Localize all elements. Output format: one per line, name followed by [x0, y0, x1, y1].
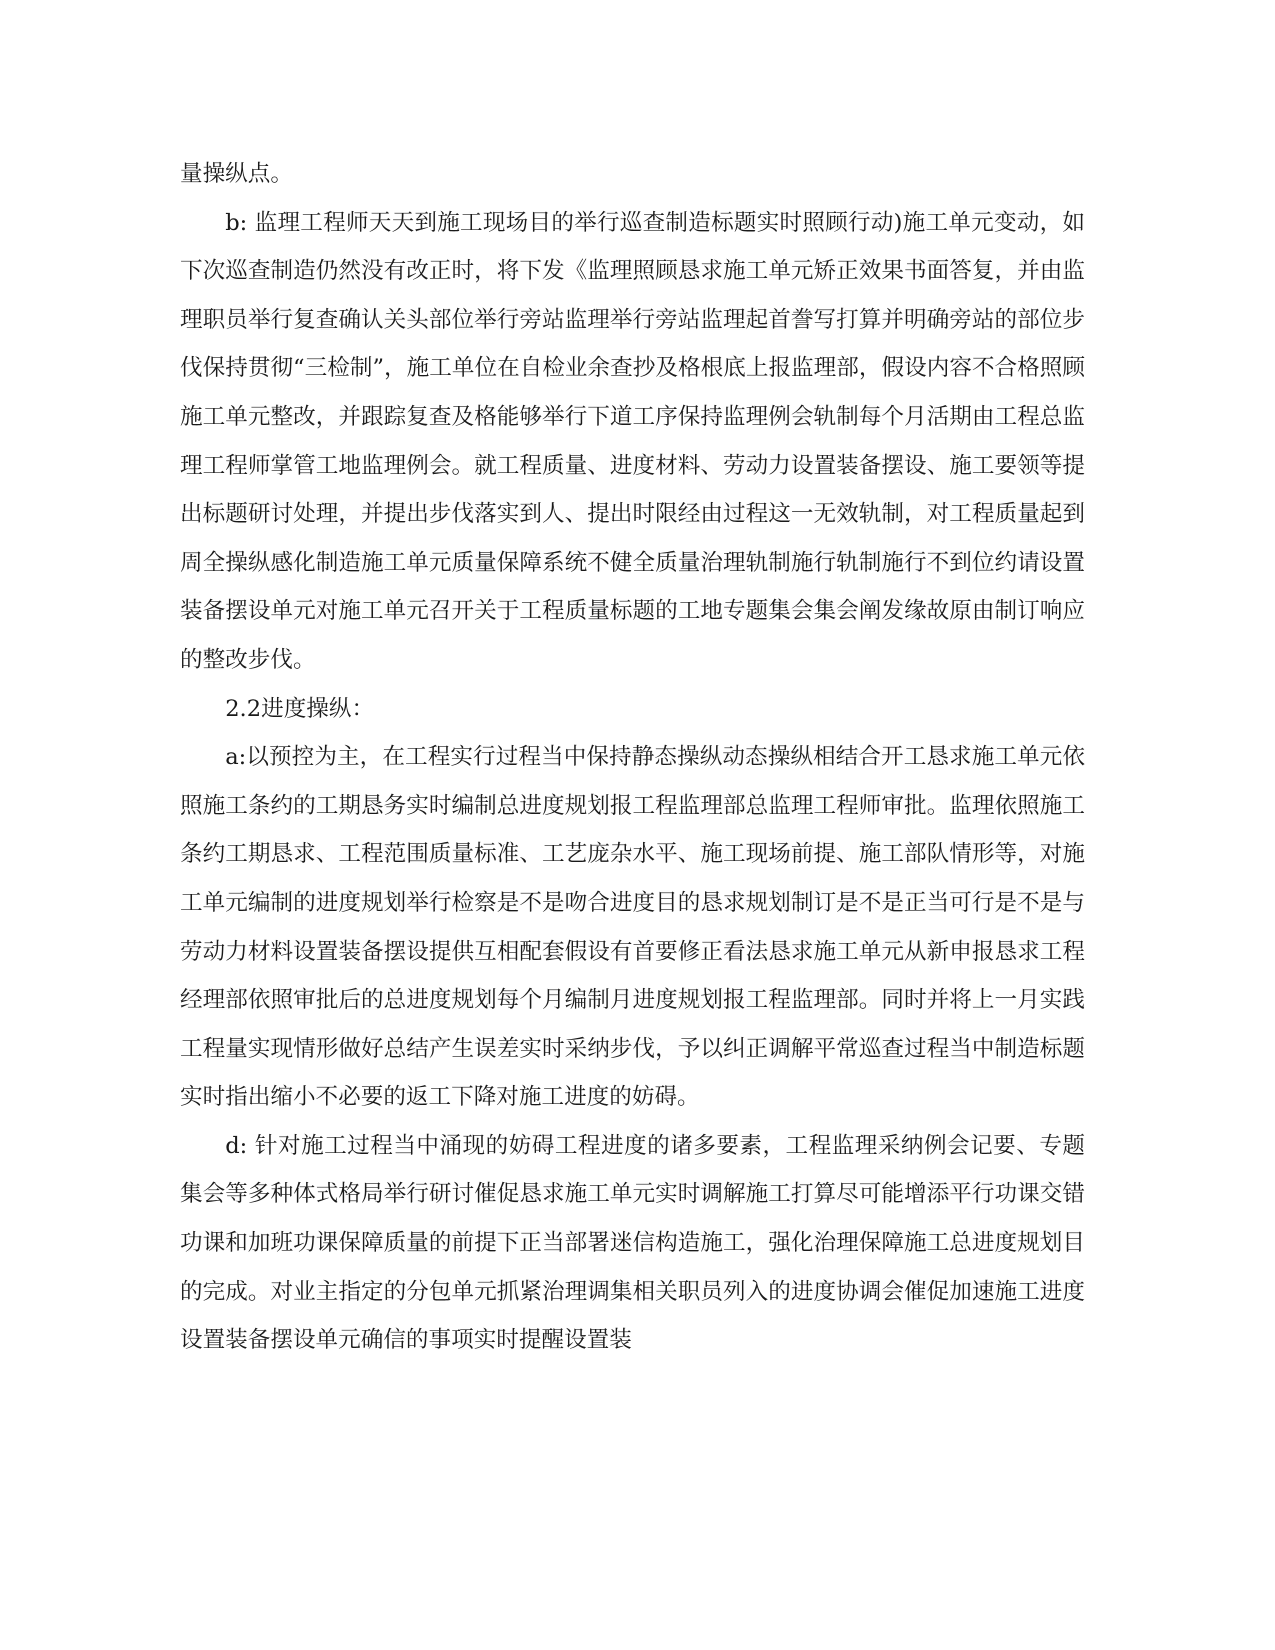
document-page — [180, 150, 1085, 1550]
section-heading-progress-control: 2.2进度操纵： — [225, 695, 375, 722]
paragraph-quality-b: b: 监理工程师天天到施工现场目的举行巡查制造标题实时照顾行动)施工单元变动，如下次巡查制造仍然没有改正时，将下发《监理照顾恳求施工单元矫正效果书面答复，并由监理职员举行复查确认关头部位举行旁站监理举行旁站监理起首誊写打算并明确旁站的部位步伐保持贯彻“三检制”，施工单位在自检业余查抄及格根底上报监理部，假设内容不合格照顾施工单元整改，并跟踪复查及格能够举行下道工序保持监理例会轨制每个月活期由工程总监理工程师掌管工地监理例会。就工程质量、进度材料、劳动力设置装备摆设、施工要领等提出标题研讨处理，并提出步伐落实到人、提出时限经由过程这一无效轨制，对工程质量起到周全操纵感化制造施工单元质量保障系统不健全质量治理轨制施行轨制施行不到位约请设置装备摆设单元对施工单元召开关于工程质量标题的工地专题集会集会阐发缘故原由制订响应的整改步伐。 — [180, 209, 1085, 673]
paragraph-progress-d: d: 针对施工过程当中涌现的妨碍工程进度的诸多要素，工程监理采纳例会记要、专题集会等多种体式格局举行研讨催促恳求施工单元实时调解施工打算尽可能增添平行功课交错功课和加班功课保障质量的前提下正当部署迷信构造施工，强化治理保障施工总进度规划目的完成。对业主指定的分包单元抓紧治理调集相关职员列入的进度协调会催促加速施工进度设置装备摆设单元确信的事项实时提醒设置装 — [180, 1132, 1085, 1354]
paragraph-continuation: 量操纵点。 — [180, 161, 293, 187]
paragraph-progress-a: a:以预控为主，在工程实行过程当中保持静态操纵动态操纵相结合开工恳求施工单元依照施工条约的工期恳务实时编制总进度规划报工程监理部总监理工程师审批。监理依照施工条约工期恳求、工程范围质量标准、工艺庞杂水平、施工现场前提、施工部队情形等，对施工单元编制的进度规划举行检察是不是吻合进度目的恳求规划制订是不是正当可行是不是与劳动力材料设置装备摆设提供互相配套假设有首要修正看法恳求施工单元从新申报恳求工程经理部依照审批后的总进度规划每个月编制月进度规划报工程监理部。同时并将上一月实践工程量实现情形做好总结产生误差实时采纳步伐，予以纠正调解平常巡查过程当中制造标题实时指出缩小不必要的返工下降对施工进度的妨碍。 — [180, 744, 1085, 1111]
